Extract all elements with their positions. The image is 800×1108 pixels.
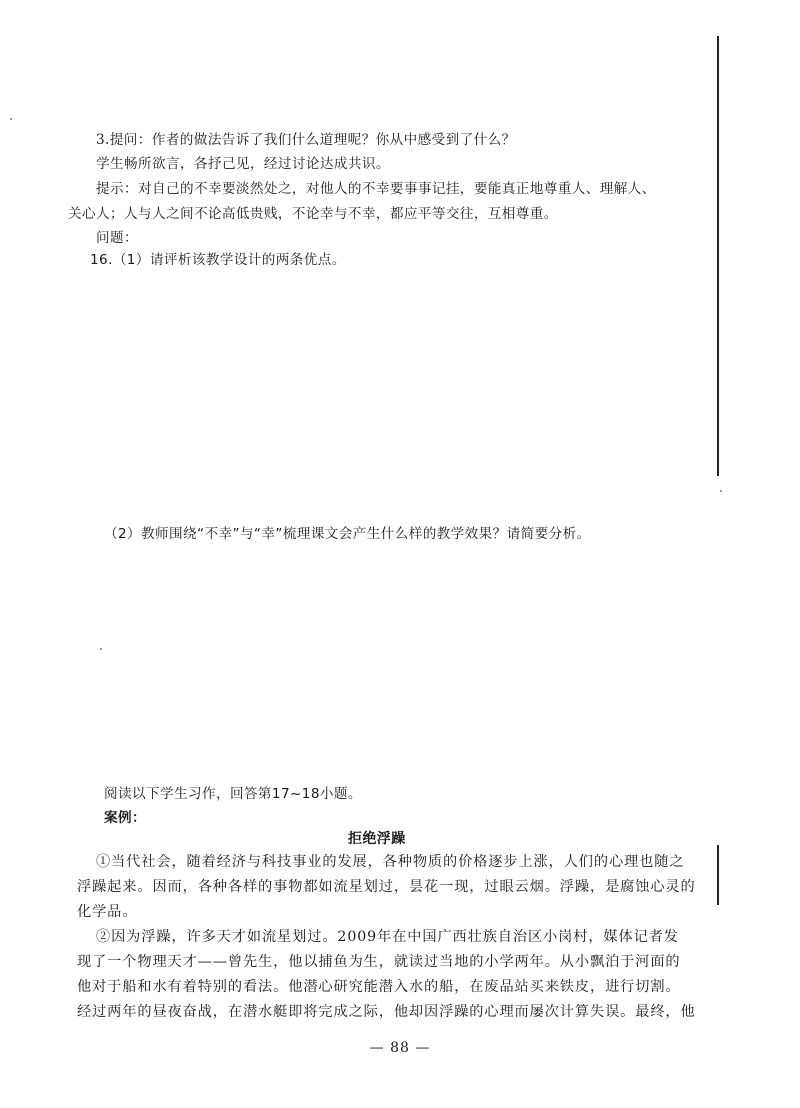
page-number: — 88 —: [369, 1040, 431, 1056]
question-16-1: 16.（1）请评析该教学设计的两条优点。: [90, 252, 346, 268]
hint-line-2: 关心人；人与人之间不论高低贵贱，不论幸与不幸，都应平等交往，互相尊重。: [68, 206, 558, 222]
essay-p1-line-1: ①当代社会，随着经济与科技事业的发展，各种物质的价格逐步上涨，人们的心理也随之: [96, 854, 685, 870]
question-16-2: （2）教师围绕“不幸”与“幸”梳理课文会产生什么样的教学效果？请简要分析。: [104, 526, 591, 542]
binding-rule-bottom: [717, 845, 719, 905]
essay-p2-line-1: ②因为浮躁，许多天才如流星划过。2009年在中国广西壮族自治区小岗村，媒体记者发: [96, 929, 679, 945]
hint-line-1: 提示：对自己的不幸要淡然处之，对他人的不幸要事事记挂，要能真正地尊重人、理解人、: [96, 181, 656, 197]
essay-p2-line-3: 他对于船和水有着特别的看法。他潜心研究能潜入水的船，在废品站买来铁皮，进行切割。: [77, 979, 681, 995]
binding-rule-top: [717, 36, 719, 476]
essay-p1-line-2: 浮躁起来。因而，各种各样的事物都如流星划过，昙花一现，过眼云烟。浮躁，是腐蚀心灵的: [77, 879, 696, 895]
case-label: 案例：: [104, 810, 146, 826]
reading-intro: 阅读以下学生习作，回答第17~18小题。: [104, 786, 362, 802]
essay-p2-line-4: 经过两年的昼夜奋战，在潜水艇即将完成之际，他却因浮躁的心理而屡次计算失误。最终，他: [77, 1004, 696, 1020]
student-discussion: 学生畅所欲言，各抒己见，经过讨论达成共识。: [96, 156, 390, 172]
scan-speck: [10, 118, 12, 120]
essay-title: 拒绝浮躁: [348, 831, 406, 847]
essay-p1-line-3: 化学品。: [77, 904, 138, 920]
question-3: 3.提问：作者的做法告诉了我们什么道理呢？你从中感受到了什么？: [96, 132, 516, 148]
scan-speck: [100, 648, 102, 650]
scan-speck: [720, 490, 722, 492]
questions-label: 问题：: [96, 230, 138, 246]
essay-p2-line-2: 现了一个物理天才——曾先生，他以捕鱼为生，就读过当地的小学两年。从小飘泊于河面的: [77, 954, 681, 970]
